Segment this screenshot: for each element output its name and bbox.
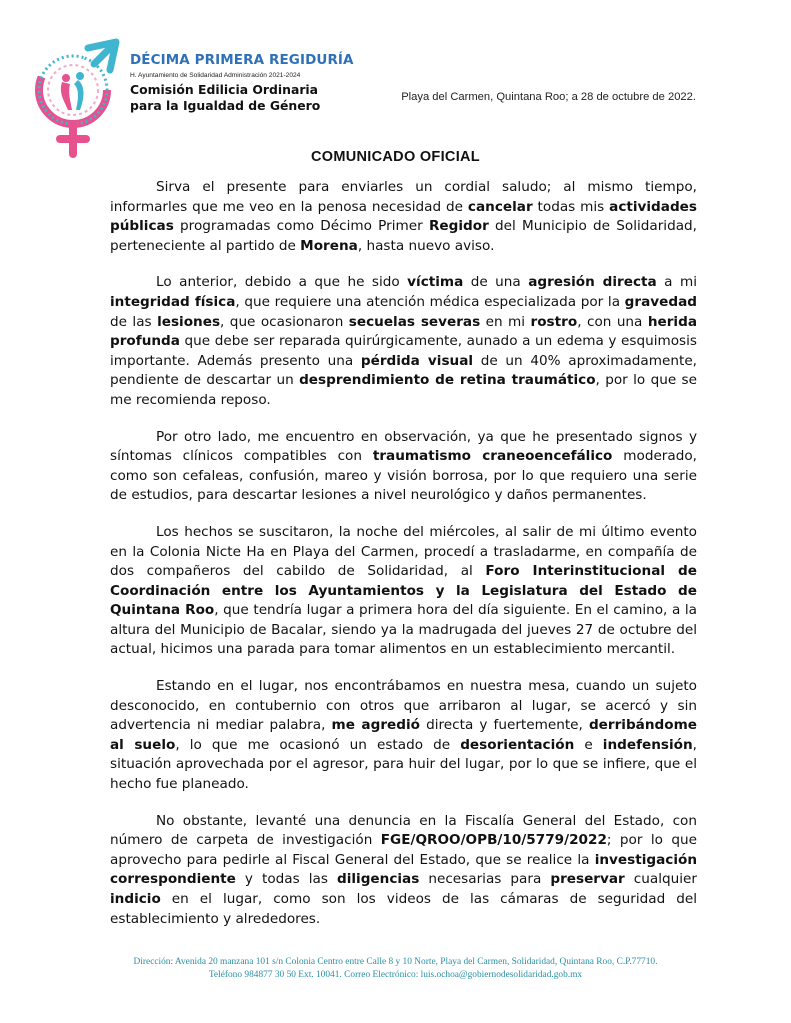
paragraph-6 (110, 812, 697, 930)
commission-name (130, 82, 354, 114)
commission-line-2: para la Igualdad de Género (130, 98, 321, 113)
emphasis-text: me agredió (331, 717, 420, 734)
regiduria-logo (28, 38, 128, 158)
paragraph-text: , que tendría lugar a primera hora del día siguiente. En el camino, a la altura del Municipio de Bacalar, siendo ya la madrugada del jueves 27 de octubre del actual, hicimos una parada para tomar alimentos en un establecimiento mercantil. (110, 602, 697, 658)
paragraph-text: Lo anterior, debido a que he sido (156, 274, 408, 291)
emphasis-text: pérdida visual (360, 352, 474, 369)
emphasis-text: Regidor (428, 218, 489, 235)
emphasis-text: víctima (407, 274, 464, 291)
emphasis-text: preservar (550, 871, 625, 888)
regiduria-name: DÉCIMA PRIMERA REGIDURÍA (130, 52, 354, 68)
paragraph-1 (110, 178, 697, 256)
footer-address (0, 956, 791, 981)
paragraph-text: del Municipio de Solidaridad, perteneciente al partido de (110, 218, 697, 254)
paragraph-text: directa y fuertemente, (420, 717, 589, 734)
emphasis-text: Foro Interinstitucional de Coordinación entre los Ayuntamientos y la Legislatura del Estado de Quintana Roo (110, 563, 697, 619)
paragraph-text: ; por lo que aprovecho para pedirle al Fiscal General del Estado, que se realice la (110, 832, 698, 868)
paragraph-text: , hasta nuevo aviso. (357, 237, 495, 254)
emphasis-text: integridad física (110, 293, 236, 310)
document-body (110, 178, 697, 946)
footer-address-line: Dirección: Avenida 20 manzana 101 s/n Colonia Centro entre Calle 8 y 10 Norte, Playa del Carmen, Solidaridad, Quintana Roo, C.P.77710. (133, 957, 658, 967)
commission-line-1: Comisión Edilicia Ordinaria (130, 82, 319, 97)
paragraph-text: de las (110, 313, 158, 330)
paragraph-text: moderado, como son cefaleas, confusión, mareo y visión borrosa, por lo que requiero una serie de estudios, para descartar lesiones a nivel neurológico y daños permanentes. (110, 448, 697, 504)
paragraph-text: , que ocasionaron (220, 313, 349, 330)
paragraph-text: y todas las (235, 871, 337, 888)
emphasis-text: indefensión (602, 736, 693, 753)
paragraph-text: , que requiere una atención médica especializada por la (235, 293, 625, 310)
paragraph-text: , situación aprovechada por el agresor, para huir del lugar, por lo que se infiere, que el hecho fue planeado. (110, 736, 697, 793)
footer-contact-line: Teléfono 984877 30 50 Ext. 10041. Correo Electrónico: luis.ochoa@gobiernodesolidaridad.gob.mx (208, 969, 583, 980)
ayuntamiento-line: H. Ayuntamiento de Solidaridad Administración 2021-2024 (130, 72, 301, 79)
paragraph-text: No obstante, levanté una denuncia en la Fiscalía General del Estado, con número de carpeta de investigación (110, 812, 697, 849)
paragraph-text: en el lugar, como son los videos de las cámaras de seguridad del establecimiento y alrededores. (110, 891, 697, 927)
paragraph-text: Por otro lado, me encuentro en observación, ya que he presentado signos y síntomas clínicos compatibles con (110, 428, 697, 465)
paragraph-text: , con una (577, 313, 648, 330)
date-line: Playa del Carmen, Quintana Roo; a 28 de octubre de 2022. (401, 91, 696, 103)
paragraph-text: todas mis (532, 198, 610, 215)
emphasis-text: derribándome al suelo (110, 717, 697, 753)
paragraph-text: de un 40% aproximadamente, pendiente de descartar un (110, 352, 697, 389)
paragraph-text: que debe ser reparada quirúrgicamente, aunado a un edema y esquimosis importante. Además presento una (110, 333, 697, 369)
paragraph-text: en mi (480, 313, 531, 330)
paragraph-text: Estando en el lugar, nos encontrábamos en nuestra mesa, cuando un sujeto desconocido, en contubernio con otros que arribaron al lugar, se acercó y sin advertencia ni mediar palabra, (110, 678, 697, 734)
paragraph-text: Los hechos se suscitaron, la noche del miércoles, al salir de mi último evento en la Colonia Nicte Ha en Playa del Carmen, procedí a trasladarme, en compañía de dos compañeros del cabildo de Solidaridad, al (110, 523, 697, 580)
emphasis-text: secuelas severas (348, 313, 481, 330)
org-block (130, 52, 354, 114)
emphasis-text: agresión directa (528, 274, 657, 291)
emphasis-text: traumatismo craneoencefálico (372, 448, 613, 465)
paragraph-text: , por lo que se me recomienda reposo. (110, 372, 697, 408)
emphasis-text: indicio (110, 891, 161, 907)
paragraph-text: de una (463, 274, 529, 291)
emphasis-text: actividades públicas (110, 198, 697, 235)
emphasis-text: lesiones (157, 313, 221, 330)
paragraph-text: Sirva el presente para enviarles un cordial saludo; al mismo tiempo, informarles que me veo en la penosa necesidad de (110, 179, 697, 215)
paragraph-2 (110, 273, 697, 410)
paragraph-text: necesarias para (419, 871, 551, 888)
paragraph-5 (110, 677, 697, 795)
emphasis-text: gravedad (624, 293, 697, 310)
paragraph-text: , lo que me ocasionó un estado de (175, 736, 461, 753)
document-title: COMUNICADO OFICIAL (311, 149, 480, 165)
emphasis-text: FGE/QROO/OPB/10/5779/2022 (380, 832, 607, 849)
gender-symbol-icon (28, 38, 128, 158)
emphasis-text: Morena (300, 237, 358, 254)
emphasis-text: diligencias (336, 871, 420, 888)
paragraph-text: cualquier (624, 871, 697, 888)
emphasis-text: cancelar (467, 198, 533, 215)
paragraph-text: a mi (656, 274, 697, 291)
emphasis-text: desorientación (460, 736, 575, 753)
emphasis-text: desprendimiento de retina traumático (299, 372, 596, 389)
paragraph-text: e (574, 736, 603, 753)
emphasis-text: investigación correspondiente (110, 851, 697, 888)
emphasis-text: herida profunda (110, 313, 697, 350)
paragraph-text: programadas como Décimo Primer (173, 218, 429, 235)
paragraph-3 (110, 428, 697, 506)
emphasis-text: rostro (530, 313, 578, 330)
paragraph-4 (110, 523, 697, 660)
